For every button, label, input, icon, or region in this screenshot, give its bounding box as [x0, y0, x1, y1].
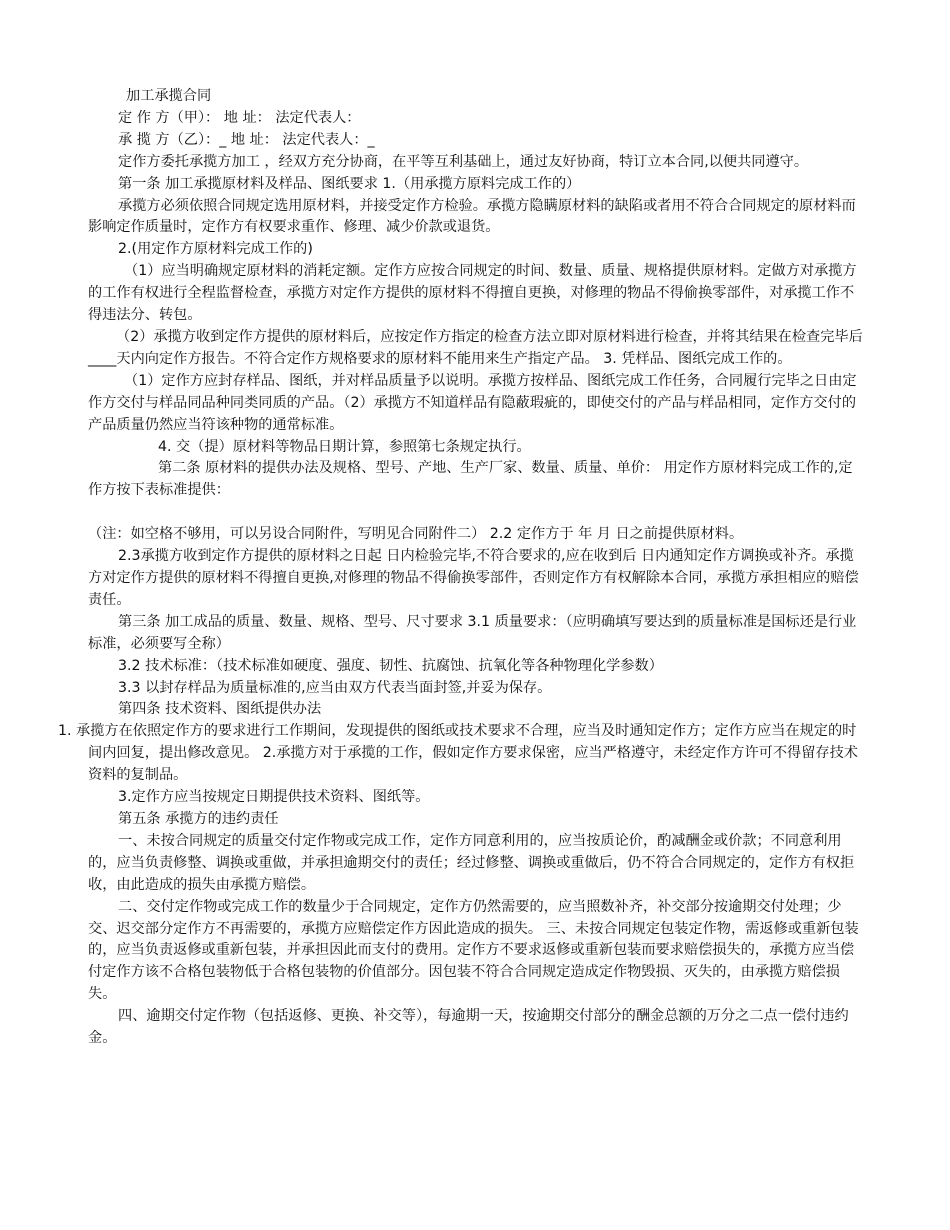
article-1-item-1-text: 承揽方必须依照合同规定选用原材料，并接受定作方检验。承揽方隐瞒原材料的缺陷或者用不符合合同规定的原材料而影响定作质量时，定作方有权要求重作、修理、减少价款或退货。 [88, 197, 856, 236]
article-1-item-2-sub-2: （2）承揽方收到定作方提供的原材料后，应按定作方指定的检查方法立即对原材料进行检查，并将其结果在检查完毕后____天内向定作方报告。不符合定作方规格要求的原材料不能用来生产指定产品。 3. 凭样品、图纸完成工作的。 [88, 328, 863, 367]
article-3-item-3: 3.3 以封存样品为质量标准的,应当由双方代表当面封签,并妥为保存。 [118, 679, 552, 696]
contract-document [58, 86, 864, 1050]
article-3-item-2: 3.2 技术标准：（技术标准如硬度、强度、韧性、抗腐蚀、抗氧化等各种物理化学参数） [118, 657, 663, 674]
article-3-heading: 第三条 加工成品的质量、数量、规格、型号、尺寸要求 3.1 质量要求：（应明确填写要达到的质量标准是国标还是行业标准，必须要写全称） [88, 613, 857, 652]
preamble-paragraph: 定作方委托承揽方加工 ，经双方充分协商，在平等互利基础上，通过友好协商，特订立本合同,以便共同遵守。 [118, 153, 809, 170]
article-1-item-2-sub-1: （1）应当明确规定原材料的消耗定额。定作方应按合同规定的时间、数量、质量、规格提供原材料。定做方对承揽方的工作有权进行全程监督检查，承揽方对定作方提供的原材料不得擅自更换，对修理的物品不得偷换零部件，对承揽工作不得违法分、转包。 [88, 263, 857, 324]
article-5-heading: 第五条 承揽方的违约责任 [118, 811, 279, 827]
article-5-item-1: 一、未按合同规定的质量交付定作物或完成工作，定作方同意利用的，应当按质论价，酌减酬金或价款；不同意利用的，应当负责修整、调换或重做，并承担逾期交付的责任；经过修整、调换或重做后，仍不符合合同规定的，定作方有权拒收，由此造成的损失由承揽方赔偿。 [88, 832, 855, 893]
article-2-heading: 第二条 原材料的提供办法及规格、型号、产地、生产厂家、数量、质量、单价： 用定作方原材料完成工作的,定作方按下表标准提供： [88, 460, 853, 499]
article-4-heading: 第四条 技术资料、图纸提供办法 [118, 701, 322, 718]
article-2-note: （注：如空格不够用，可以另设合同附件，写明见合同附件二） 2.2 定作方于 年 月 日之前提供原材料。 [88, 526, 744, 543]
article-5-item-4: 四、逾期交付定作物（包括返修、更换、补交等），每逾期一天，按逾期交付部分的酬金总额的万分之二点一偿付违约金。 [88, 1008, 849, 1047]
table-placeholder-gap [88, 502, 864, 524]
party-a-line: 定 作 方（甲）： 地 址： 法定代表人： [118, 109, 361, 126]
article-1-item-4: 4. 交（提）原材料等物品日期计算，参照第七条规定执行。 [158, 438, 531, 455]
party-b-line: 承 揽 方（乙）：_ 地 址： 法定代表人：_ [118, 131, 375, 148]
document-title: 加工承揽合同 [126, 88, 212, 104]
article-4-item-1: 1. 承揽方在依照定作方的要求进行工作期间，发现提供的图纸或技术要求不合理，应当及时通知定作方；定作方应当在规定的时间内回复，提出修改意见。 2.承揽方对于承揽的工作，假如定作方要求保密，应当严格遵守，未经定作方许可不得留存技术资料的复制品。 [58, 723, 858, 784]
article-5-item-2-3: 二、交付定作物或完成工作的数量少于合同规定，定作方仍然需要的，应当照数补齐，补交部分按逾期交付处理；少交、迟交部分定作方不再需要的，承揽方应赔偿定作方因此造成的损失。 三、未按合同规定包装定作物，需返修或重新包装的，应当负责返修或重新包装，并承担因此而支付的费用。定作方不要求返修或重新包装而要求赔偿损失的，承揽方应当偿付定作方该不合格包装物低于合格包装物的价值部分。因包装不符合合同规定造成定作物毁损、灭失的，由承揽方赔偿损失。 [88, 898, 859, 1003]
article-1-item-3-sub: （1）定作方应封存样品、图纸，并对样品质量予以说明。承揽方按样品、图纸完成工作任务，合同履行完毕之日由定作方交付与样品同品种同类同质的产品。（2）承揽方不知道样品有隐蔽瑕疵的，即使交付的产品与样品相同，定作方交付的产品质量仍然应当符该种物的通常标准。 [88, 372, 857, 433]
article-1-heading: 第一条 加工承揽原材料及样品、图纸要求 1.（用承揽方原料完成工作的） [118, 175, 581, 192]
article-2-item-3: 2.3承揽方收到定作方提供的原材料之日起 日内检验完毕,不符合要求的,应在收到后 日内通知定作方调换或补齐。承揽方对定作方提供的原材料不得擅自更换,对修理的物品不得偷换零部件，否则定作方有权解除本合同，承揽方承担相应的赔偿责任。 [88, 548, 859, 608]
article-4-item-3: 3.定作方应当按规定日期提供技术资料、图纸等。 [118, 789, 430, 806]
article-1-item-2-heading: 2.(用定作方原材料完成工作的) [118, 241, 313, 258]
